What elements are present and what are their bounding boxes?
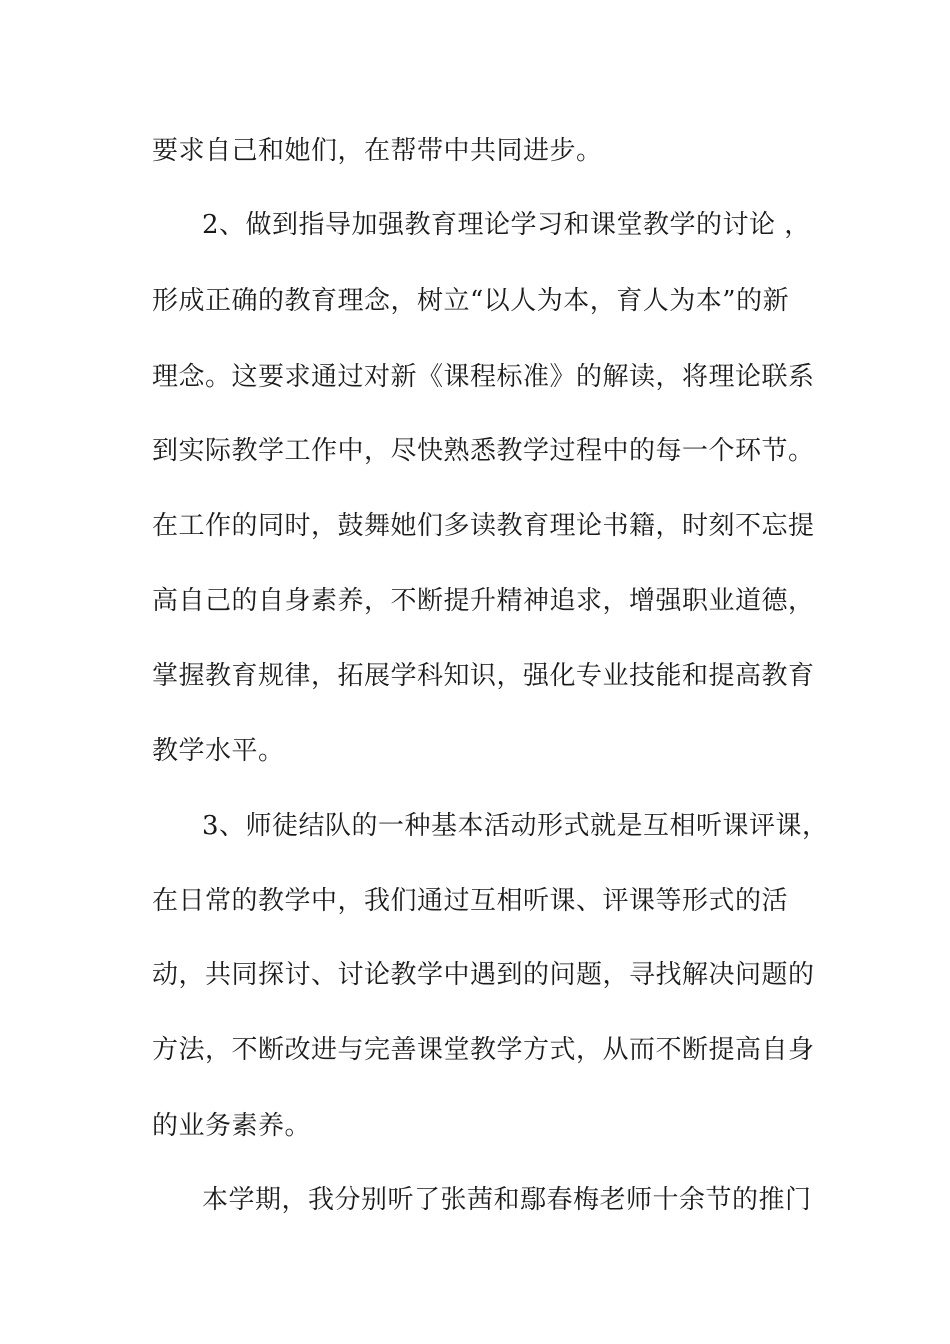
text-line: 在日常的教学中，我们通过互相听课、评课等形式的活 <box>152 886 789 916</box>
text-line: 在工作的同时，鼓舞她们多读教育理论书籍，时刻不忘提 <box>152 511 815 541</box>
text-line: 形成正确的教育理念，树立“以人为本，育人为本”的新 <box>152 286 790 316</box>
text-line: 的业务素养。 <box>152 1111 312 1141</box>
text-line: 掌握教育规律，拓展学科知识，强化专业技能和提高教育 <box>152 661 815 691</box>
text-line: 理念。这要求通过对新《课程标准》的解读，将理论联系 <box>152 362 815 392</box>
text-line: 要求自己和她们，在帮带中共同进步。 <box>152 136 603 166</box>
text-line: 教学水平。 <box>152 736 285 766</box>
text-line: 本学期，我分别听了张茜和鄢春梅老师十余节的推门 <box>202 1185 812 1215</box>
text-line: 3、师徒结队的一种基本活动形式就是互相听课评课， <box>202 811 829 841</box>
text-line: 动，共同探讨、讨论教学中遇到的问题，寻找解决问题的 <box>152 960 815 990</box>
text-line: 2、做到指导加强教育理论学习和课堂教学的讨论 ， <box>202 210 811 240</box>
text-line: 方法，不断改进与完善课堂教学方式，从而不断提高自身 <box>152 1035 815 1065</box>
text-line: 高自己的自身素养，不断提升精神追求，增强职业道德， <box>152 586 815 616</box>
text-line: 到实际教学工作中，尽快熟悉教学过程中的每一个环节。 <box>152 436 815 466</box>
